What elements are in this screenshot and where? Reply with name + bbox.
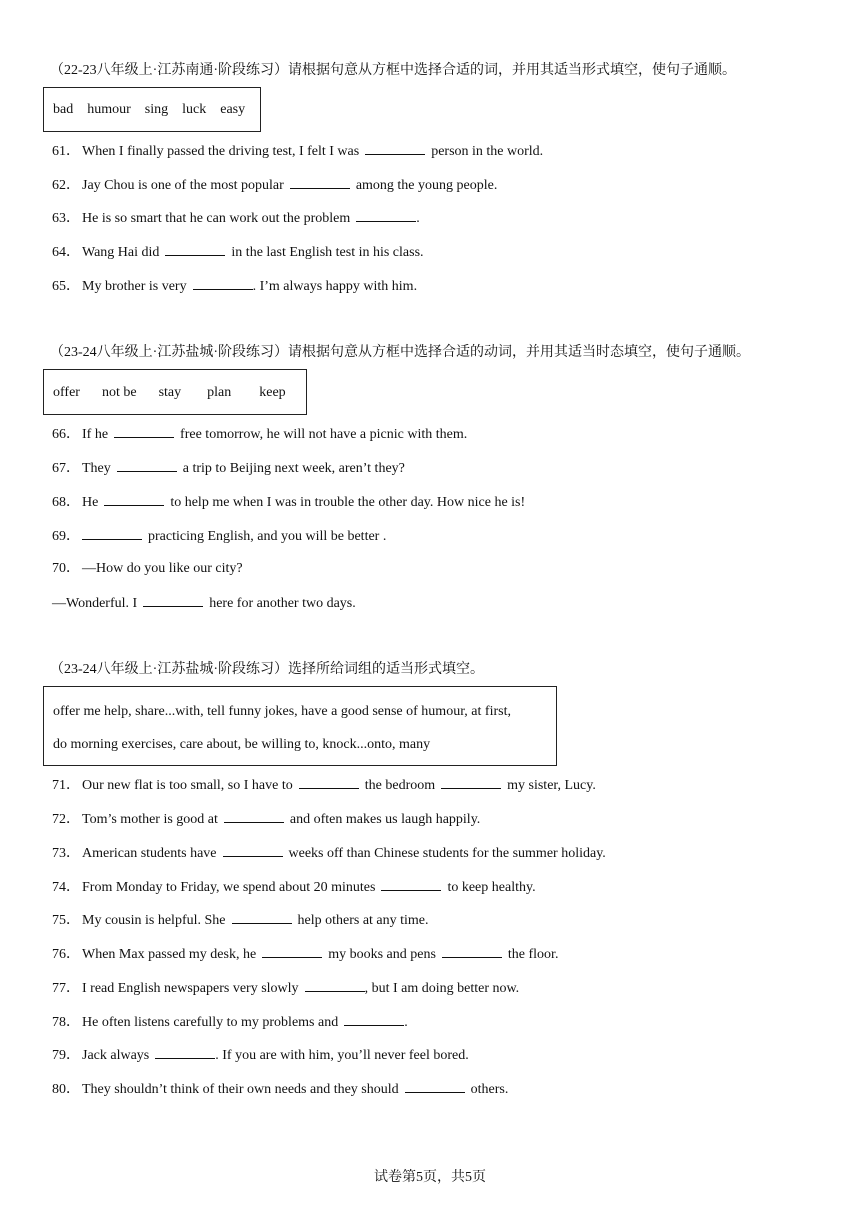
question-69: 69． practicing English, and you will be better . [52,529,387,544]
section-3-instruction: （23-24八年级上·江苏盐城·阶段练习）选择所给词组的适当形式填空。 [50,662,484,677]
question-78: 78． He often listens carefully to my problems and . [52,1015,408,1030]
answer-blank[interactable] [232,911,292,924]
section-2-instruction: （23-24八年级上·江苏盐城·阶段练习）请根据句意从方框中选择合适的动词，并用其适当时态填空，使句子通顺。 [50,345,750,360]
answer-blank[interactable] [143,594,203,607]
question-70-response: —Wonderful. I here for another two days. [52,596,356,611]
section-1-instruction: （22-23八年级上·江苏南通·阶段练习）请根据句意从方框中选择合适的词，并用其适当形式填空，使句子通顺。 [50,63,736,78]
question-64: 64． Wang Hai did in the last English test in his class. [52,245,424,260]
word-item: easy [220,102,246,117]
answer-blank[interactable] [441,776,501,789]
answer-blank[interactable] [104,493,164,506]
answer-blank[interactable] [305,979,365,992]
question-76: 76． When Max passed my desk, he my books and pens the floor. [52,947,559,962]
question-77: 77． I read English newspapers very slowly , but I am doing better now. [52,981,520,996]
word-item: stay [158,385,182,400]
section-2-word-box [43,369,307,415]
word-item: keep [259,385,286,400]
word-item: sing [144,102,169,117]
page-footer: 试卷第5页，共5页 [374,1170,486,1185]
question-70: 70． —How do you like our city? [52,561,243,576]
question-65: 65． My brother is very . I’m always happy with him. [52,279,418,294]
answer-blank[interactable] [82,527,142,540]
answer-blank[interactable] [365,142,425,155]
section-3-word-box [43,686,557,766]
question-63: 63． He is so smart that he can work out the problem . [52,211,420,226]
answer-blank[interactable] [381,878,441,891]
question-80: 80． They shouldn’t think of their own needs and they should others. [52,1082,509,1097]
word-item: offer [53,385,80,400]
answer-blank[interactable] [405,1080,465,1093]
question-75: 75． My cousin is helpful. She help others at any time. [52,913,429,928]
answer-blank[interactable] [442,945,502,958]
question-73: 73． American students have weeks off than Chinese students for the summer holiday. [52,846,606,861]
word-item: plan [207,385,232,400]
question-61: 61． When I finally passed the driving test, I felt I was person in the world. [52,144,544,159]
phrase-line: offer me help, share...with, tell funny jokes, have a good sense of humour, at first, [53,704,511,719]
answer-blank[interactable] [224,810,284,823]
phrase-line: do morning exercises, care about, be willing to, knock...onto, many [53,737,431,752]
question-72: 72． Tom’s mother is good at and often makes us laugh happily. [52,812,481,827]
question-62: 62． Jay Chou is one of the most popular among the young people. [52,178,498,193]
answer-blank[interactable] [223,844,283,857]
word-item: bad [53,102,74,117]
word-item: humour [87,102,131,117]
word-item: not be [101,385,137,400]
question-67: 67． They a trip to Beijing next week, aren’t they? [52,461,405,476]
answer-blank[interactable] [117,459,177,472]
word-item: luck [182,102,207,117]
answer-blank[interactable] [155,1046,215,1059]
answer-blank[interactable] [290,176,350,189]
answer-blank[interactable] [299,776,359,789]
question-74: 74． From Monday to Friday, we spend about 20 minutes to keep healthy. [52,880,536,895]
section-1-word-box [43,87,261,132]
answer-blank[interactable] [262,945,322,958]
question-66: 66． If he free tomorrow, he will not have a picnic with them. [52,427,468,442]
answer-blank[interactable] [356,209,416,222]
answer-blank[interactable] [193,277,253,290]
answer-blank[interactable] [344,1013,404,1026]
question-79: 79． Jack always . If you are with him, you’ll never feel bored. [52,1048,469,1063]
answer-blank[interactable] [114,425,174,438]
question-68: 68． He to help me when I was in trouble the other day. How nice he is! [52,495,526,510]
answer-blank[interactable] [165,243,225,256]
question-71: 71． Our new flat is too small, so I have to the bedroom my sister, Lucy. [52,778,596,793]
